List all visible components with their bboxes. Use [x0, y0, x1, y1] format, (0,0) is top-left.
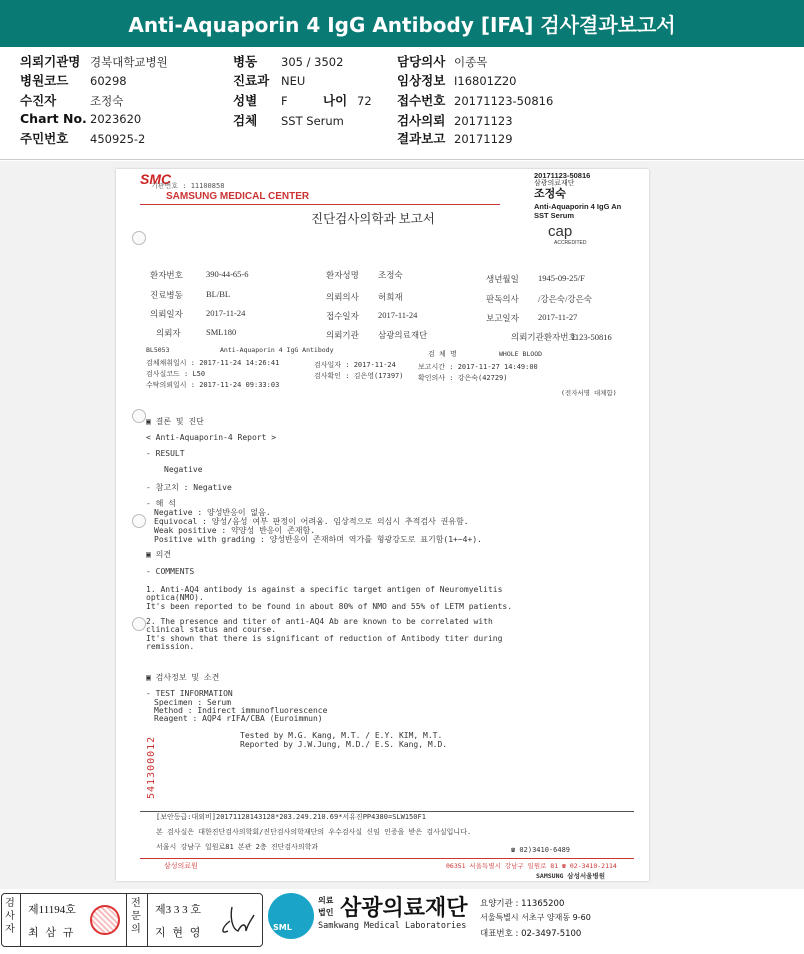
info-label: 임상정보 [397, 73, 446, 88]
footer-rule [140, 811, 634, 812]
org-english: Samkwang Medical Laboratories [318, 921, 467, 931]
document-title: 진단검사의학과 보고서 [311, 212, 435, 226]
label-specimen: SST Serum [534, 211, 575, 220]
tester-name: 최 삼 규 [28, 927, 76, 939]
time-line: 검사일자 : 2017-11-24 [314, 361, 396, 369]
test-name: Anti-Aquaporin 4 IgG Antibody [220, 346, 334, 354]
contact-line: 서울특별시 서초구 양재동 9-60 [480, 913, 591, 922]
field-label: 진료병동 [150, 290, 183, 300]
info-line: Reagent : AQP4 rIFA/CBA (Euroimmun) [154, 714, 323, 723]
time-line: 보고시간 : 2017-11-27 14:49:00 [418, 363, 538, 371]
info-value: 2023620 [90, 112, 142, 126]
field-value: 삼광의료재단 [378, 330, 428, 340]
field-label: 접수일자 [326, 311, 359, 321]
comment-line: optica(NMO). [146, 593, 204, 602]
handwritten-signature [216, 901, 256, 937]
lab-phone: ☎ 02)3410-6489 [511, 846, 571, 854]
info-label: 검체 [233, 113, 258, 128]
box1-side-label: 검사자 [5, 898, 15, 935]
sml-logo-icon [268, 893, 314, 939]
signature-footer [0, 889, 804, 954]
esign-note: (전자서명 대체함) [561, 389, 617, 397]
report-title-text: Anti-Aquaporin 4 IgG Antibody [IFA] 검사결과보고서 [128, 13, 676, 37]
info-value: 305 / 3502 [281, 55, 344, 69]
info-row [233, 91, 372, 109]
field-value: 1123-50816 [571, 332, 612, 342]
label-lab: 삼광의료재단 [534, 180, 575, 187]
org-prefix-1: 의료 [318, 896, 334, 905]
info-value: 20171129 [454, 132, 513, 146]
section-test-info: ▣ 검사정보 및 소견 [146, 673, 220, 682]
time-line: 수탁의뢰일시 : 2017-11-24 09:33:03 [146, 381, 280, 389]
field-value: 조정숙 [378, 270, 403, 280]
field-label: 의뢰기관 [326, 330, 359, 340]
vertical-barcode-number: 541300012 [146, 735, 157, 799]
interp-line: Negative : 양성반응이 없음. [154, 508, 271, 517]
info-row [397, 71, 517, 89]
reported-by: Reported by J.W.Jung, M.D./ E.S. Kang, M.D. [240, 740, 448, 749]
section-result: ▣ 결론 및 진단 [146, 417, 204, 426]
info-value: 450925-2 [90, 132, 146, 146]
time-line: 검사실코드 : L50 [146, 370, 206, 378]
info-label: 결과보고 [397, 131, 446, 146]
box-divider [147, 893, 148, 947]
comment-line: 2. The presence and titer of anti-AQ4 Ab are known to be correlated with [146, 617, 493, 626]
field-label: 판독의사 [486, 294, 519, 304]
field-label: 환자번호 [150, 270, 183, 280]
result-value: Negative [164, 465, 203, 474]
test-code: BL5053 [146, 346, 170, 354]
time-line: 검사확인 : 김은영(17397) [314, 372, 404, 380]
time-line: 검체채취일시 : 2017-11-24 14:26:41 [146, 359, 280, 367]
section-opinion: ▣ 의견 [146, 550, 172, 559]
info-row [233, 52, 343, 70]
info-line: Method : Indirect immunofluorescence [154, 706, 328, 715]
info-label: 주민번호 [20, 131, 69, 146]
info-value: 조정숙 [90, 94, 124, 108]
scanned-report-page [116, 169, 649, 881]
sml-badge: SML [273, 923, 292, 932]
box2-side-label: 전문의 [131, 898, 141, 935]
info-label: 담당의사 [397, 54, 446, 69]
comment-line: remission. [146, 642, 195, 651]
field-value: SML180 [206, 327, 237, 337]
label-patient: 조정숙 [534, 188, 566, 200]
info-row [397, 52, 487, 70]
comments-heading: - COMMENTS [146, 567, 195, 576]
info-value: 20171123 [454, 114, 513, 128]
info-label: Chart No. [20, 111, 87, 126]
info-label: 수진자 [20, 93, 57, 108]
info-label: 검사의뢰 [397, 113, 446, 128]
field-label: 의뢰기관환자번호 [511, 332, 577, 342]
contact-line: 대표번호 : 02-3497-5100 [480, 929, 582, 939]
punch-hole [132, 514, 146, 528]
info-row [20, 129, 145, 147]
field-value: 2017-11-24 [206, 308, 246, 318]
info-value: 60298 [90, 74, 127, 88]
field-value: 2017-11-27 [538, 312, 578, 322]
info-row [20, 91, 123, 109]
center-name: SAMSUNG MEDICAL CENTER [166, 191, 310, 202]
info-label: 성별 [233, 93, 258, 108]
header-rule [140, 204, 500, 205]
punch-hole [132, 617, 146, 631]
info-value: NEU [281, 74, 306, 88]
info-value: I16801Z20 [454, 74, 517, 88]
bottom-address: 06351 서울특별시 강남구 일원로 81 ☎ 02-3410-2114 [446, 862, 617, 870]
info-line: Specimen : Serum [154, 698, 232, 707]
info-label: 진료과 [233, 73, 270, 88]
specimen-value: WHOLE BLOOD [499, 350, 543, 358]
age-label: 나이 [323, 93, 348, 108]
label-accession: 20171123-50816 [534, 171, 591, 180]
org-prefix-2: 법인 [318, 908, 334, 917]
reference-line: - 참고치 : Negative [146, 483, 232, 492]
info-row [397, 91, 553, 109]
field-label: 의뢰의사 [326, 292, 359, 302]
tester-license: 제11194호 [28, 904, 76, 916]
org-name: 삼광의료재단 [340, 896, 468, 921]
info-row [20, 71, 127, 89]
info-row [233, 111, 344, 129]
info-label: 병원코드 [20, 73, 69, 88]
patient-info-panel [0, 47, 804, 160]
info-row [233, 71, 305, 89]
info-value: F [281, 94, 288, 108]
info-heading: - TEST INFORMATION [146, 689, 233, 698]
bottom-org: 삼성의료원 [164, 862, 198, 870]
interp-line: Positive with grading : 양성반응이 존재하며 역가를 형광강도로 표기함(1+~4+). [154, 535, 482, 544]
interp-heading: - 해 석 [146, 499, 176, 508]
cap-logo: cap [548, 223, 573, 240]
lab-address: 서울시 강남구 일원로81 본관 2층 진단검사의학과 [156, 843, 319, 851]
field-value: 390-44-65-6 [206, 269, 249, 279]
comment-line: clinical status and course. [146, 625, 277, 634]
smc-logo: SMC [140, 171, 172, 187]
doctor-name: 지 현 영 [155, 927, 203, 939]
samsung-brand: SAMSUNG 삼성서울병원 [536, 872, 605, 880]
field-value: 허희재 [378, 292, 403, 302]
info-value: 경북대학교병원 [90, 55, 168, 69]
field-value: /강은숙/강은숙 [538, 294, 592, 304]
contact-line: 요양기관 : 11365200 [480, 899, 565, 909]
tested-by: Tested by M.G. Kang, M.T. / E.Y. KIM, M.T. [240, 731, 443, 740]
age-value: 72 [357, 94, 372, 108]
field-value: 1945-09-25/F [538, 273, 585, 283]
interp-line: Equivocal : 양성/음성 여부 판정이 어려움. 임상적으로 의심시 추적검사 권유함. [154, 517, 469, 526]
comment-line: It's shown that there is significant of reduction of Antibody titer during [146, 634, 503, 643]
document-viewer[interactable] [0, 161, 804, 889]
punch-hole [132, 231, 146, 245]
cap-accredited: ACCREDITED [554, 240, 587, 246]
info-row [20, 111, 141, 126]
security-line: [보안등급:대외비]20171128143128*203.249.210.69*서유진PP4380=SLW150F1 [156, 813, 426, 821]
info-label: 병동 [233, 54, 258, 69]
report-title [0, 0, 804, 47]
label-test: Anti-Aquaporin 4 IgG An [534, 202, 622, 211]
field-label: 환자성명 [326, 270, 359, 280]
field-label: 의뢰일자 [150, 309, 183, 319]
interp-line: Weak positive : 약양성 반응이 존재함. [154, 526, 316, 535]
result-heading: - RESULT [146, 449, 185, 458]
comment-line: 1. Anti-AQ4 antibody is against a specific target antigen of Neuromyelitis [146, 585, 503, 594]
bottom-rule [140, 858, 634, 859]
field-value: BL/BL [206, 289, 231, 299]
info-label: 의뢰기관명 [20, 54, 81, 69]
punch-hole [132, 409, 146, 423]
doctor-license: 제3 3 3 호 [155, 904, 202, 916]
box-divider [126, 893, 127, 947]
info-row [397, 111, 513, 129]
field-value: 2017-11-24 [378, 310, 418, 320]
info-value: 이종목 [454, 55, 488, 69]
registration-number: 기관번호 : 11100858 [151, 182, 225, 190]
certification-line: 본 검사실은 대한진단검사의학회/진단검사의학재단의 우수검사실 신임 인증을 받은 검사실입니다. [156, 828, 472, 836]
seal-stamp [90, 905, 120, 935]
box-divider [20, 893, 21, 947]
info-value: SST Serum [281, 114, 344, 128]
field-label: 의뢰자 [156, 328, 181, 338]
field-label: 생년월일 [486, 274, 519, 284]
info-row [397, 129, 513, 147]
time-line: 확인의사 : 강은숙(42729) [418, 374, 508, 382]
info-value: 20171123-50816 [454, 94, 554, 108]
report-subtitle: < Anti-Aquaporin-4 Report > [146, 433, 277, 442]
info-label: 접수번호 [397, 93, 446, 108]
info-row [20, 52, 168, 70]
comment-line: It's been reported to be found in about 80% of NMO and 55% of LETM patients. [146, 602, 513, 611]
specimen-label: 검 체 명 [428, 350, 457, 358]
field-label: 보고일자 [486, 313, 519, 323]
